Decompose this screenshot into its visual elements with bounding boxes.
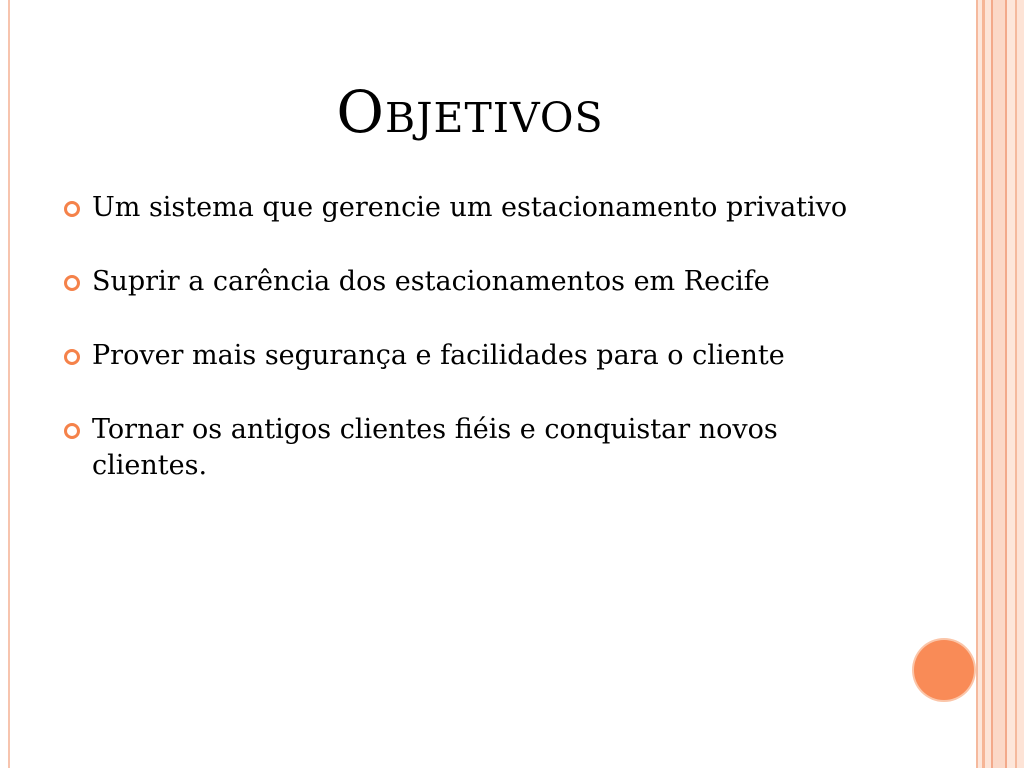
bullet-text: Prover mais segurança e facilidades para o cliente	[92, 340, 785, 371]
stripe	[1007, 0, 1015, 768]
bullet-item	[60, 412, 900, 484]
stripe	[1017, 0, 1024, 768]
orange-circle-icon	[914, 640, 974, 700]
bullet-text: Suprir a carência dos estacionamentos em Recife	[92, 266, 770, 297]
stripe	[993, 0, 1005, 768]
bullet-item	[60, 338, 900, 374]
ring-bullet-icon	[64, 349, 80, 365]
ring-bullet-icon	[64, 423, 80, 439]
bullet-item	[60, 190, 900, 226]
right-decorative-stripes	[976, 0, 1024, 768]
slide-title: Objetivos	[336, 78, 604, 146]
bullet-item	[60, 264, 900, 300]
ring-bullet-icon	[64, 201, 80, 217]
ring-bullet-icon	[64, 275, 80, 291]
bullet-text: Tornar os antigos clientes fiéis e conquistar novos clientes.	[92, 414, 778, 481]
bullet-list	[60, 190, 900, 522]
bullet-text: Um sistema que gerencie um estacionamento privativo	[92, 192, 848, 223]
